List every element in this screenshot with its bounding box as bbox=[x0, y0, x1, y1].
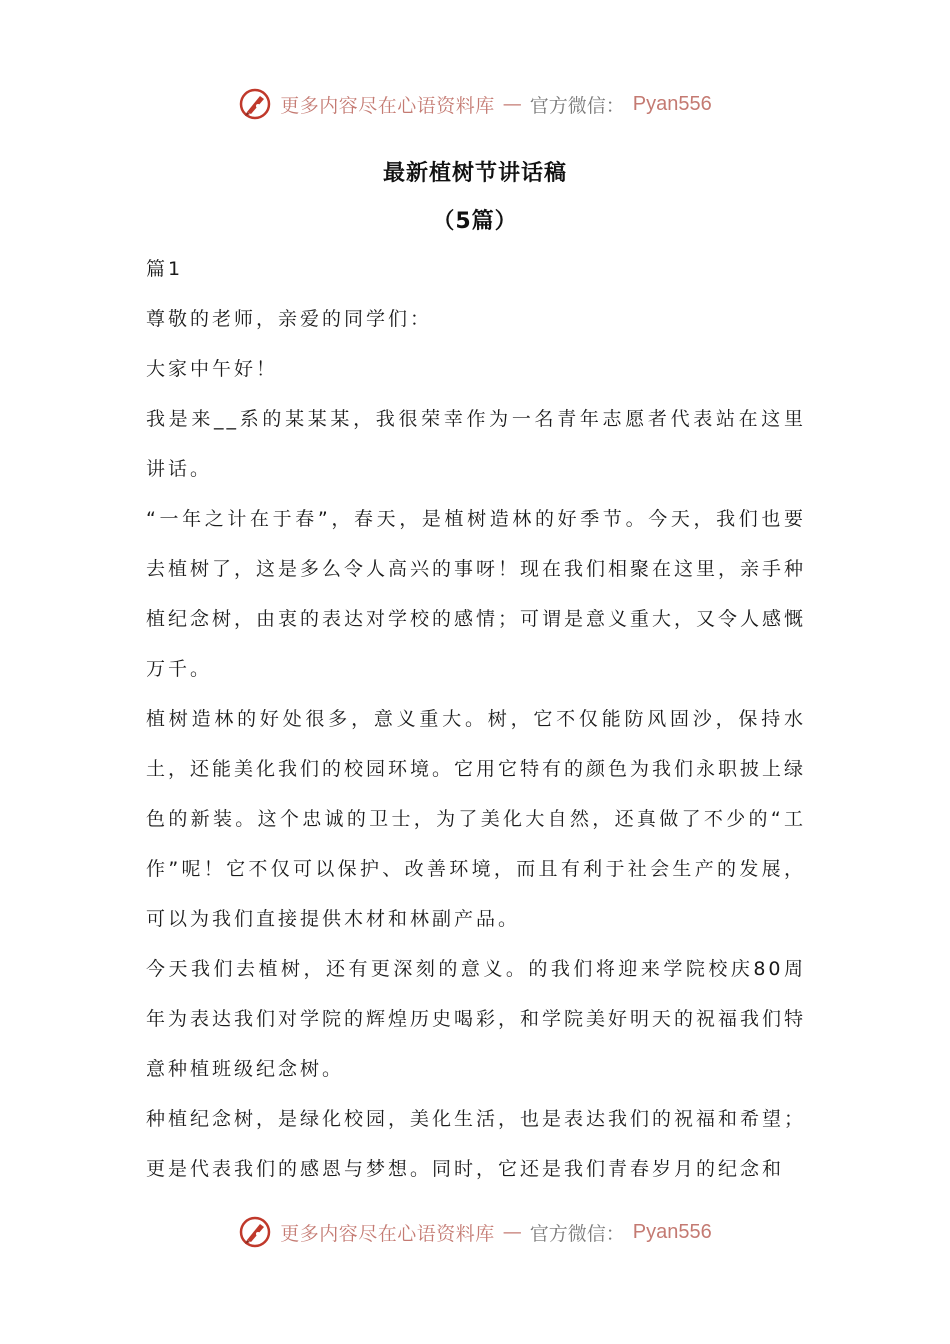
greeting-paragraph: 尊敬的老师，亲爱的同学们： bbox=[146, 308, 433, 330]
document-subtitle: （5篇） bbox=[432, 209, 518, 234]
body-paragraph: “一年之计在于春”，春天，是植树造林的好季节。今天，我们也要去植树了，这是多么令人高兴的事呀！现在我们相聚在这里，亲手种植纪念树，由衷的表达对学校的感情；可谓是意义重大，又令人感慨万千。 bbox=[146, 508, 807, 680]
section-heading: 篇1 bbox=[146, 258, 184, 280]
document-title: 最新植树节讲话稿 bbox=[382, 161, 567, 186]
watermark-text: 更多内容尽在心语资料库 bbox=[280, 94, 495, 117]
watermark-wechat-id: Pyan556 bbox=[632, 92, 712, 115]
pen-logo-icon bbox=[238, 87, 272, 121]
watermark-label: 官方微信： bbox=[529, 1222, 625, 1245]
watermark-wechat-id: Pyan556 bbox=[632, 1220, 712, 1243]
header-watermark bbox=[0, 84, 950, 124]
watermark-separator: — bbox=[502, 93, 522, 115]
document-body bbox=[146, 244, 806, 1194]
body-paragraph: 植树造林的好处很多，意义重大。树，它不仅能防风固沙，保持水土，还能美化我们的校园环境。它用它特有的颜色为我们永职披上绿色的新装。这个忠诚的卫士，为了美化大自然，还真做了不少的“工作”呢！它不仅可以保护、改善环境，而且有利于社会生产的发展，可以为我们直接提供木材和林副产品。 bbox=[146, 708, 807, 930]
salutation-paragraph: 大家中午好！ bbox=[146, 358, 279, 380]
body-paragraph: 我是来__系的某某某，我很荣幸作为一名青年志愿者代表站在这里讲话。 bbox=[146, 408, 806, 480]
body-paragraph: 今天我们去植树，还有更深刻的意义。的我们将迎来学院校庆80周年为表达我们对学院的辉煌历史喝彩，和学院美好明天的祝福我们特意种植班级纪念树。 bbox=[146, 958, 807, 1080]
watermark-label: 官方微信： bbox=[529, 94, 625, 117]
body-paragraph: 种植纪念树，是绿化校园，美化生活，也是表达我们的祝福和希望；更是代表我们的感恩与梦想。同时，它还是我们青春岁月的纪念和 bbox=[146, 1108, 807, 1180]
footer-watermark bbox=[0, 1212, 950, 1252]
pen-logo-icon bbox=[238, 1215, 272, 1249]
watermark-separator: — bbox=[502, 1221, 522, 1243]
watermark-text: 更多内容尽在心语资料库 bbox=[280, 1222, 495, 1245]
